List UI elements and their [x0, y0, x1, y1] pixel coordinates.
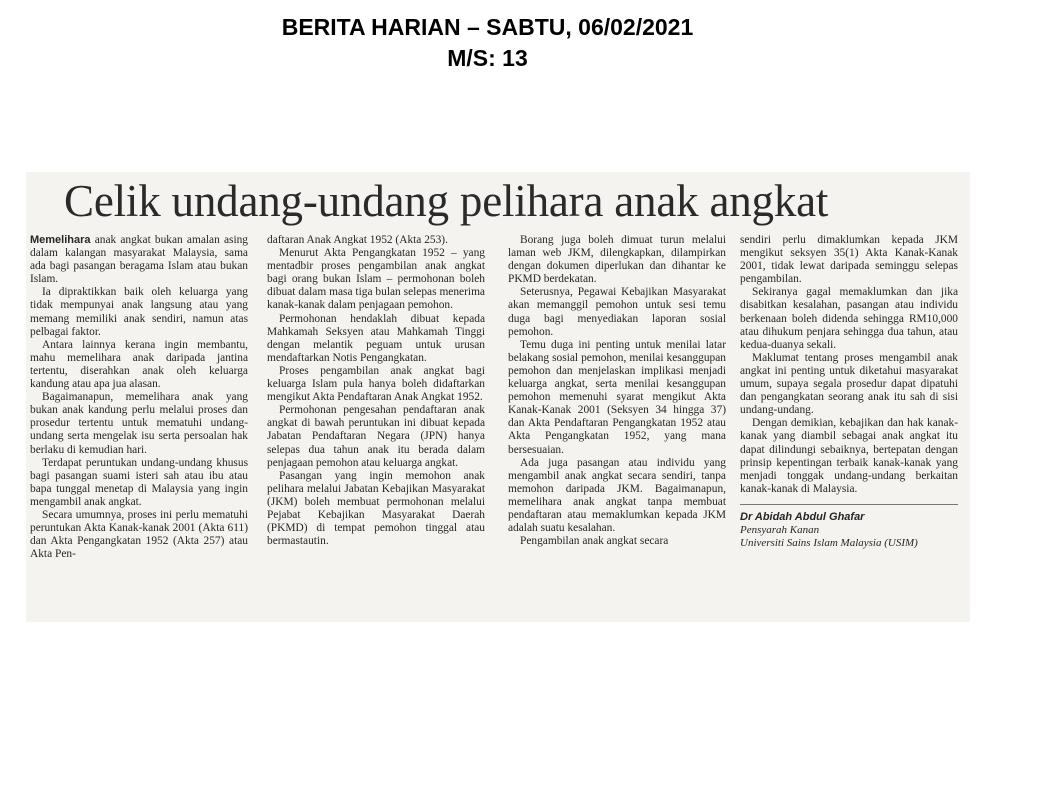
author-divider: [740, 504, 958, 505]
newspaper-clipping: [26, 172, 970, 622]
article-headline: Celik undang-undang pelihara anak angkat: [64, 176, 829, 226]
paragraph: Pengambilan anak angkat secara: [520, 535, 669, 548]
paragraph: Ia dipraktikkan baik oleh keluarga yang tidak mempunyai anak langsung atau yang memang memiliki anak sendiri, namun atas pelbagai faktor.: [30, 286, 248, 338]
author-block: [740, 511, 958, 550]
author-institution: Universiti Sains Islam Malaysia (USIM): [740, 536, 918, 549]
article-body: [30, 234, 960, 618]
paragraph: Permohonan pengesahan pendaftaran anak angkat di bawah peruntukan ini dibuat kepada Jabatan Pendaftaran Negara (JPN) hanya selepas dua tahun anak itu berada dalam penjagaan pemohon atau keluarga angkat.: [267, 404, 485, 469]
publication-date-line: BERITA HARIAN – SABTU, 06/02/2021: [281, 14, 694, 40]
paragraph: Sekiranya gagal memaklumkan dan jika disabitkan kesalahan, pasangan atau individu berkenaan boleh didenda sehingga RM10,000 atau dihukum penjara sehingga dua tahun, atau kedua-duanya sekali.: [740, 286, 958, 351]
article-column-4: [740, 234, 958, 618]
paragraph: [30, 234, 248, 286]
paragraph: Maklumat tentang proses mengambil anak angkat ini penting untuk diketahui masyarakat umum, supaya segala prosedur dapat dipatuhi dan pengangkatan seorang anak itu sah di sisi undang-undang.: [740, 351, 958, 417]
article-column-2: [267, 234, 485, 618]
paragraph-text: anak angkat bukan amalan asing dalam kalangan masyarakat Malaysia, sama ada bagi pasangan beragama Islam atau bukan Islam.: [30, 234, 248, 286]
author-title: Pensyarah Kanan: [740, 523, 820, 536]
masthead: [0, 12, 975, 74]
lead-word: Memelihara: [30, 234, 91, 246]
paragraph: Seterusnya, Pegawai Kebajikan Masyarakat akan memanggil pemohon untuk sesi temu duga bagi menyediakan laporan sosial pemohon.: [508, 286, 726, 338]
paragraph: Secara umumnya, proses ini perlu mematuhi peruntukan Akta Kanak-kanak 2001 (Akta 611) dan Akta Pengangkatan 1952 (Akta 257) atau Akta Pen-: [30, 508, 248, 561]
article-column-1: [30, 234, 248, 618]
paragraph: Proses pengambilan anak angkat bagi keluarga Islam pula hanya boleh didaftarkan mengikut Akta Pendaftaran Anak Angkat 1952.: [267, 364, 485, 404]
paragraph: Dengan demikian, kebajikan dan hak kanak-kanak yang diambil sebagai anak angkat itu dapat dilindungi sebaiknya, bertepatan dengan prinsip kepentingan terbaik kanak-kanak yang menjadi tonggak undang-undang berkaitan kanak-kanak di Malaysia.: [740, 417, 958, 495]
paragraph: Ada juga pasangan atau individu yang mengambil anak angkat secara sendiri, tanpa memohon daripada JKM. Bagaimanapun, memelihara anak angkat tanpa membuat pendaftaran atau memaklumkan kepada JKM adalah suatu kesalahan.: [508, 456, 726, 535]
paragraph: Menurut Akta Pengangkatan 1952 – yang mentadbir proses pengambilan anak angkat bagi orang bukan Islam – permohonan boleh dibuat dalam masa tiga bulan selepas menerima kanak-kanak dalam penjagaan pemohon.: [267, 247, 485, 312]
author-name: Dr Abidah Abdul Ghafar: [740, 510, 865, 523]
paragraph: Pasangan yang ingin memohon anak pelihara melalui Jabatan Kebajikan Masyarakat (JKM) boleh membuat permohonan melalui Pejabat Kebajikan Masyarakat Daerah (PKMD) di tempat pemohon tinggal atau bermastautin.: [267, 469, 485, 548]
paragraph: Temu duga ini penting untuk menilai latar belakang sosial pemohon, menilai kesanggupan pemohon dan menjelaskan implikasi menjadi keluarga angkat, serta menilai kesanggupan pemohon memenuhi syarat mengikut Akta Kanak-Kanak 2001 (Seksyen 34 hingga 37) dan Akta Pendaftaran Pengangkatan 1952 atau Akta Pengangkatan 1952, yang mana bersesuaian.: [508, 338, 726, 456]
paragraph: Borang juga boleh dimuat turun melalui laman web JKM, dilengkapkan, dilampirkan dengan dokumen diperlukan dan dihantar ke PKMD berdekatan.: [508, 234, 726, 286]
paragraph: sendiri perlu dimaklumkan kepada JKM mengikut seksyen 35(1) Akta Kanak-Kanak 2001, tidak lewat daripada seminggu selepas pengambilan.: [740, 234, 958, 286]
page-number-line: M/S: 13: [447, 45, 528, 71]
article-column-3: [508, 234, 726, 618]
paragraph: daftaran Anak Angkat 1952 (Akta 253).: [267, 234, 448, 246]
paragraph: Antara lainnya kerana ingin membantu, mahu memelihara anak daripada jantina tertentu, diserahkan anak oleh keluarga kandung atau apa jua alasan.: [30, 338, 248, 391]
paragraph: Permohonan hendaklah dibuat kepada Mahkamah Seksyen atau Mahkamah Tinggi dengan melantik peguam untuk urusan mendaftarkan Notis Pengangkatan.: [267, 312, 485, 364]
paragraph: Terdapat peruntukan undang-undang khusus bagi pasangan suami isteri sah atau ibu atau bapa tunggal menetap di Malaysia yang ingin mengambil anak angkat.: [30, 456, 248, 508]
paragraph: Bagaimanapun, memelihara anak yang bukan anak kandung perlu melalui proses dan prosedur tertentu untuk mematuhi undang-undang serta mengelak isu serta persoalan hak berlaku di kemudian hari.: [30, 391, 248, 456]
